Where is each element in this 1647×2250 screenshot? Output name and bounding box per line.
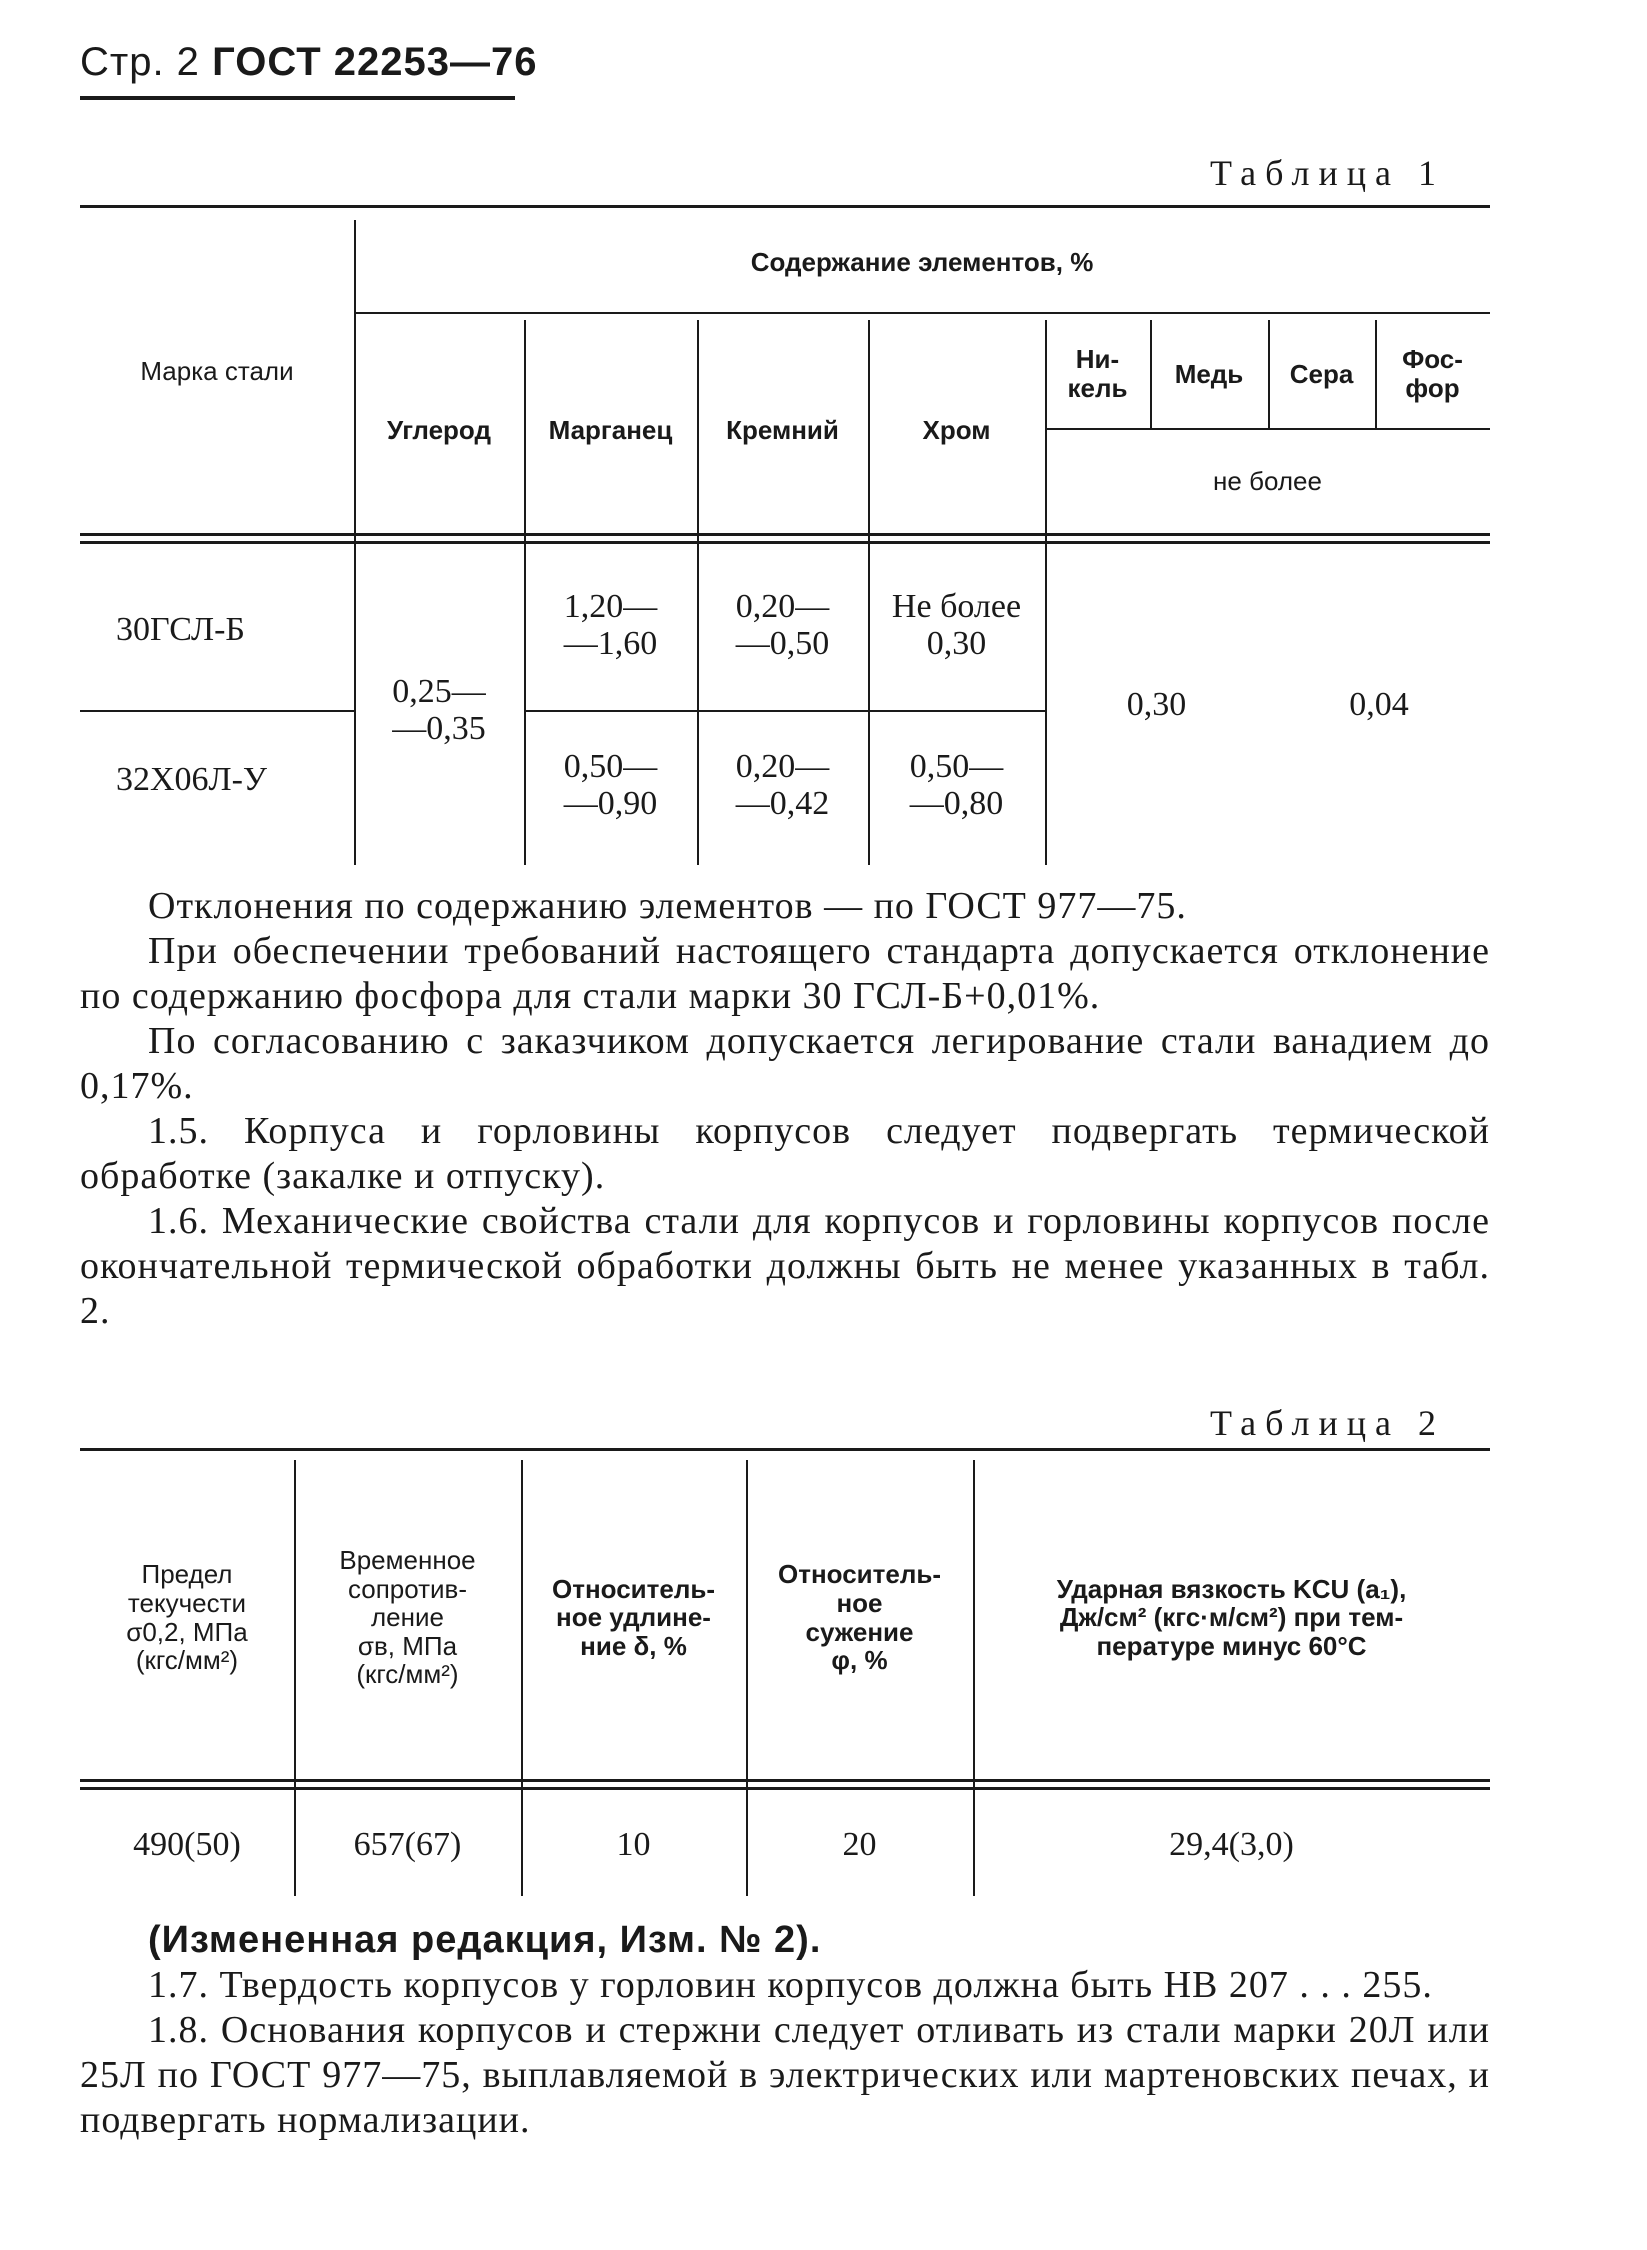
paragraph: 1.5. Корпуса и горловины корпусов следует подвергать термической обработке (закалке и отпуску). [80,1110,1490,1197]
paragraph: 1.6. Механические свойства стали для корпусов и горловины корпусов после окончательной термической обработки должны быть не менее указанных в табл. 2. [80,1200,1490,1332]
manganese-2: 0,50— —0,90 [563,747,658,822]
col-impact-toughness: Ударная вязкость KCU (a₁), Дж/см² (кгс·м/см²) при тем- пературе минус 60°С [1056,1573,1407,1661]
max-label: не более [1213,465,1322,496]
standard-number: ГОСТ 22253—76 [212,40,538,84]
col-carbon: Углерод [387,414,491,445]
paragraph: При обеспечении требований настоящего стандарта допускается отклонение по содержанию фосфора для стали марки 30 ГСЛ-Б+0,01%. [80,930,1490,1017]
sulfur-phosphorus-value: 0,04 [1349,686,1409,724]
elongation-value: 10 [616,1826,651,1864]
steel-grade-1: 30ГСЛ-Б [116,611,245,649]
paragraph: 1.8. Основания корпусов и стержни следует отливать из стали марки 20Л или 25Л по ГОСТ 977—75, выплавляемой в электрических или мартеновских печах, и подвергать нормализации. [80,2009,1490,2141]
table1-group-rule [354,312,1490,314]
table2-top-rule [80,1448,1490,1451]
steel-grade-2: 32Х06Л-У [116,761,268,799]
table1-row-rule-a [80,710,354,712]
yield-strength-value: 490(50) [133,1826,241,1864]
reduction-area-value: 20 [842,1826,877,1864]
text-block-2 [80,1918,1490,2143]
page-header [80,40,537,85]
chromium-1: Не более 0,30 [891,587,1022,662]
col-sulfur: Сера [1289,358,1354,389]
col-phosphorus: Фос- фор [1402,344,1463,403]
table1-top-rule [80,205,1490,208]
text-block-1 [80,884,1490,1334]
paragraph: Отклонения по содержанию элементов — по ГОСТ 977—75. [148,885,1187,927]
table2-caption: Таблица 2 [1210,1403,1445,1443]
col-silicon: Кремний [726,414,839,445]
table1-head-rule-2 [80,541,1490,544]
table1-caption: Таблица 1 [1210,153,1445,193]
table2-head-rule-1 [80,1779,1490,1782]
col-steel-grade: Марка стали [140,356,294,387]
paragraph: 1.7. Твердость корпусов у горловин корпусов должна быть НВ 207 . . . 255. [148,1964,1433,2006]
col-tensile-strength: Временное сопротив- ление σв, МПа (кгс/мм²) [339,1545,476,1690]
manganese-1: 1,20— —1,60 [563,587,658,662]
col-manganese: Марганец [548,414,673,445]
silicon-1: 0,20— —0,50 [735,587,830,662]
col-nickel: Ни- кель [1067,344,1128,403]
carbon-value: 0,25— —0,35 [392,672,486,747]
table2-head-rule-2 [80,1787,1490,1790]
table1-row-rule-b [524,710,1045,712]
amendment-note: (Измененная редакция, Изм. № 2). [148,1919,822,1961]
nickel-copper-value: 0,30 [1126,686,1187,724]
col-group-elements: Содержание элементов, % [750,247,1094,278]
col-chromium: Хром [922,414,991,445]
header-rule [80,96,515,100]
impact-toughness-value: 29,4(3,0) [1169,1826,1294,1864]
silicon-2: 0,20— —0,42 [735,747,830,822]
page-number: Стр. 2 [80,40,200,84]
col-reduction-area: Относитель- ное сужение φ, % [778,1559,941,1676]
tensile-strength-value: 657(67) [353,1826,462,1864]
col-elongation: Относитель- ное удлине- ние δ, % [552,1573,715,1661]
table1-head-rule-1 [80,533,1490,536]
chromium-2: 0,50— —0,80 [909,747,1004,822]
paragraph: По согласованию с заказчиком допускается легирование стали ванадием до 0,17%. [80,1020,1490,1107]
col-copper: Медь [1174,358,1244,389]
col-yield-strength: Предел текучести σ0,2, МПа (кгс/мм²) [126,1559,248,1676]
